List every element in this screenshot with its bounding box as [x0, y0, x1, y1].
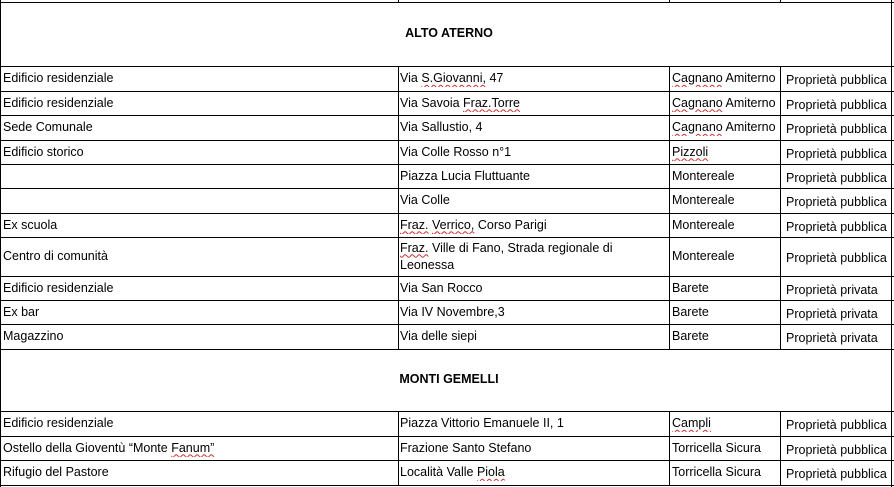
cell-type: Edificio residenziale	[3, 416, 114, 430]
cell-ownership: Proprietà pubblica	[786, 122, 887, 136]
cell-town: Cagnano Amiterno	[672, 95, 776, 110]
cell-address: Via delle siepi	[400, 329, 477, 343]
cell-ownership: Proprietà pubblica	[786, 219, 887, 234]
cell-type: Edificio residenziale	[3, 280, 114, 295]
cell-town: Cagnano Amiterno	[672, 120, 776, 134]
cell-type: Centro di comunità	[3, 249, 108, 263]
cell-type: Sede Comunale	[3, 120, 93, 134]
cell-address: Via Sallustio, 4	[400, 120, 483, 134]
cell-type: Ostello della Gioventù “Monte Fanum”	[3, 440, 215, 455]
cell-ownership: Proprietà pubblica	[786, 467, 887, 481]
cell-address: Via Colle Rosso n°1	[400, 144, 512, 159]
cell-ownership: Proprietà pubblica	[786, 195, 887, 209]
cell-type: Ex bar	[3, 304, 40, 319]
cell-type: Magazzino	[3, 329, 64, 343]
cell-address: Via IV Novembre,3	[400, 304, 505, 319]
cell-ownership: Proprietà pubblica	[786, 442, 887, 457]
cell-type: Edificio residenziale	[3, 95, 114, 110]
cell-type: Rifugio del Pastore	[3, 465, 109, 479]
cell-ownership: Proprietà pubblica	[786, 97, 887, 112]
cell-town: Montereale	[672, 193, 735, 207]
cell-town: Barete	[672, 304, 709, 319]
cell-type: Edificio residenziale	[3, 71, 114, 85]
cell-address: Frazione Santo Stefano	[400, 440, 532, 455]
cell-address: Via Savoia Fraz.Torre	[400, 95, 520, 110]
section-header: MONTI GEMELLI	[399, 372, 499, 386]
cell-address: Via San Rocco	[400, 280, 483, 295]
cell-town: Montereale	[672, 249, 735, 263]
cell-town: Montereale	[672, 168, 735, 183]
cell-town: Torricella Sicura	[672, 440, 761, 455]
cell-address: Fraz. Ville di Fano, Strada regionale di Leonessa	[400, 240, 613, 272]
cell-town: Barete	[672, 329, 709, 343]
cell-town: Pizzoli	[672, 144, 709, 159]
cell-ownership: Proprietà privata	[786, 331, 878, 345]
section-header: ALTO ATERNO	[405, 26, 493, 40]
cell-address: Piazza Vittorio Emanuele II, 1	[400, 416, 564, 430]
cell-town: Barete	[672, 280, 709, 295]
cell-address: Via S.Giovanni, 47	[400, 71, 504, 85]
cell-ownership: Proprietà pubblica	[786, 251, 887, 265]
cell-type: Ex scuola	[3, 217, 58, 232]
cell-ownership: Proprietà privata	[786, 282, 878, 297]
cell-address: Via Colle	[400, 193, 450, 207]
cell-type: Edificio storico	[3, 144, 84, 159]
cell-address: Località Valle Piola	[400, 465, 505, 479]
cell-town: Montereale	[672, 217, 735, 232]
cell-town: Torricella Sicura	[672, 465, 761, 479]
cell-town: Cagnano Amiterno	[672, 71, 776, 85]
cell-ownership: Proprietà pubblica	[786, 73, 887, 87]
cell-town: Campli	[672, 416, 711, 430]
cell-address: Fraz. Verrico, Corso Parigi	[400, 217, 547, 232]
cell-ownership: Proprietà pubblica	[786, 170, 887, 185]
cell-ownership: Proprietà privata	[786, 306, 878, 321]
cell-address: Piazza Lucia Fluttuante	[400, 168, 530, 183]
cell-ownership: Proprietà pubblica	[786, 146, 887, 161]
cell-ownership: Proprietà pubblica	[786, 418, 887, 432]
